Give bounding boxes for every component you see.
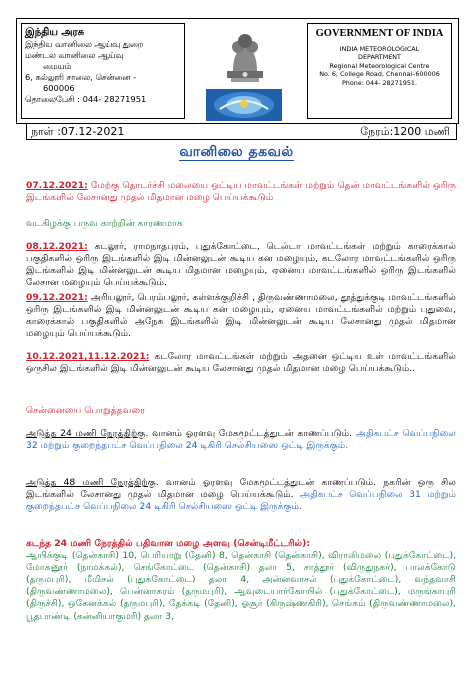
bulletin-title: வானிலை தகவல் xyxy=(179,144,294,160)
english-dept-line-2: DEPARTMENT xyxy=(358,53,401,62)
english-dept-line-1: INDIA METEOROLOGICAL xyxy=(339,45,420,53)
rainfall-heading: கடந்த 24 மணி நேரத்தில் பதிவான மழை அளவு (சென்டிமீட்டரில்): xyxy=(26,538,311,549)
chennai-24h-forecast xyxy=(26,428,456,452)
tamil-address-line: 6, கல்லூரி சாலை, சென்னை - xyxy=(25,72,137,82)
chennai-48h-temp: அதிகபட்ச வெப்பநிலை 31 மற்றும் குறைந்தபட்ச வெப்பநிலை 24 டிகிரி செல்சியஸை ஒட்டி இருக்கும். xyxy=(26,489,456,513)
english-gov-title: GOVERNMENT OF INDIA xyxy=(315,28,444,39)
forecast-paragraph-4 xyxy=(26,351,456,375)
english-phone: Phone: 044- 28271951. xyxy=(341,78,418,87)
forecast-paragraph-2 xyxy=(26,241,456,289)
issue-date: நாள் :07.12-2021 xyxy=(31,125,125,138)
forecast-text-4: கடலோர மாவட்டங்கள் மற்றும் அதனை ஒட்டிய உள் மாவட்டங்களில் ஒருசில இடங்களில் இடி மின்னலுடன் கூடிய லேசானது முதல் மிதமான மழை பெய்யக்கூடும்.. xyxy=(26,351,456,375)
rainfall-paragraph xyxy=(26,538,456,623)
national-emblem-icon xyxy=(221,27,269,87)
tamil-phone: தொலைபேசி : 044- 28271951 xyxy=(25,94,147,104)
chennai-24h-lead: அடுத்த 24 மணி நேரத்திற்கு xyxy=(26,428,146,439)
letterhead-english-block xyxy=(307,23,452,119)
forecast-paragraph-3 xyxy=(26,292,456,340)
chennai-24h-temp: அதிகபட்ச வெப்பநிலை 32 மற்றும் குறைந்தபட்ச வெப்பநிலை 24 டிகிரி செல்சியஸை ஒட்டி இருக்கும். xyxy=(26,428,456,452)
forecast-date-2: 08.12.2021: xyxy=(26,241,88,252)
letterhead-tamil-block xyxy=(21,23,185,119)
forecast-text-1: மேற்கு தொடர்ச்சி மலையை ஒட்டிய மாவட்டங்கள் மற்றும் தென் மாவட்டங்களில் ஒரிரு இடங்களில் லேசானது முதல் மிதமான மழை பெய்யக்கூடும் xyxy=(26,180,456,204)
chennai-48h-forecast xyxy=(26,477,456,513)
forecast-text-3: அரியலூர், பெரம்பலூர், கள்ளக்குறிச்சி , திருவண்ணாமலை, தூத்துக்குடி மாவட்டங்களில் ஒரிரு இடங்களில் இடி மின்னலுடன் கூடிய கன மழையும், ஏனைய மாவட்டங்களில் மற்றும் புதுவை, காரைக்கால் பகுதிகளில் அநேக இடங்களில் இடி மின்னலுடன் கூடிய லேசானது முதல் மிதமான மழையும் பெய்யக்கூடும். xyxy=(26,292,456,340)
forecast-date-4: 10.12.2021,11.12.2021: xyxy=(26,351,150,362)
english-centre-line: Regional Meteorological Centre xyxy=(329,61,430,70)
date-time-bar xyxy=(26,123,457,140)
tamil-gov-title: இந்திய அரசு xyxy=(25,27,85,38)
chennai-heading: சென்னையை பொறுத்தவரை xyxy=(26,405,145,416)
rainfall-text: ஆயிக்குடி (தென்காசி) 10, பெரியாறு (தேனி) 8, தென்காசி (தென்காசி), விராலிமலை (புதுக்கோட்டை), மோகனூர் (நாமக்கல்), செங்கோட்டை (தென்காசி) தலா 5, சாத்தூர் (விருதுநகர்), பாலக்கோடு (தருமபுரி), மீமிசல் (புதுக்கோட்டை) தலா 4, அன்னவாசல் (புதுக்கோட்டை), வந்தவாசி (திருவண்ணாமலை), பென்னாகரம் (தருமபுரி), ஆவுடையார்கோயில் (புதுக்கோட்டை), மருங்காபுரி (திருச்சி), ஒகேனக்கல் (தருமபுரி), தேக்கடி (தேனி), ஓசூர் (கிருஷ்ணகிரி), செங்கம் (திருவண்ணாமலை), பூதபாண்டி (கன்னியாகுமரி) தலா 3, xyxy=(26,550,456,622)
monsoon-note: வடகிழக்கு பருவ காற்றின் காரணமாக xyxy=(26,218,183,229)
imd-logo-icon xyxy=(206,87,282,123)
tamil-dept-line: இந்திய வானிலை ஆய்வு துறை xyxy=(25,39,144,49)
tamil-centre-line-2: மையம் xyxy=(43,61,72,71)
issue-time: நேரம்:1200 மணி xyxy=(360,125,450,138)
tamil-centre-line: மண்டல வானிலை ஆய்வு xyxy=(25,50,124,60)
tamil-pincode: 600006 xyxy=(43,83,75,93)
chennai-48h-text: . வானம் ஓரளவு மேகமூட்டத்துடன் காணப்படும். நகரின் ஒரு சில இடங்களில் லேசானது முதல் மிதமான மழை பெய்யக்கூடும். xyxy=(26,477,456,501)
forecast-date-3: 09.12.2021: xyxy=(26,292,88,303)
forecast-text-2: கடலூர், ராமநாதபுரம், புதுக்கோட்டை, டெல்டா மாவட்டங்கள் மற்றும் காரைக்கால் பகுதிகளில் ஒரிரு இடங்களில் இடி மின்னலுடன் கூடிய கன மழையும், கடலோர மாவட்டங்களில் ஒரிரு இடங்களில் இடி மின்னலுடன் கூடிய மிதமான மழையும், ஏனைய மாவட்டங்களில் ஒரிரு இடங்களில் லேசான மழையும் பெய்யக்கூடும். xyxy=(26,241,456,289)
chennai-24h-text: . வானம் ஓரளவு மேகமூட்டத்துடன் காணப்படும். xyxy=(145,428,356,439)
forecast-paragraph-1 xyxy=(26,180,456,204)
bulletin-title-wrap xyxy=(0,144,473,162)
chennai-48h-lead: அடுத்த 48 மணி நேரத்திற்கு xyxy=(26,477,156,488)
forecast-date-1: 07.12.2021: xyxy=(26,180,88,191)
letterhead xyxy=(16,18,459,124)
english-address-line: No. 6, College Road, Chennai–600006 xyxy=(319,70,440,79)
